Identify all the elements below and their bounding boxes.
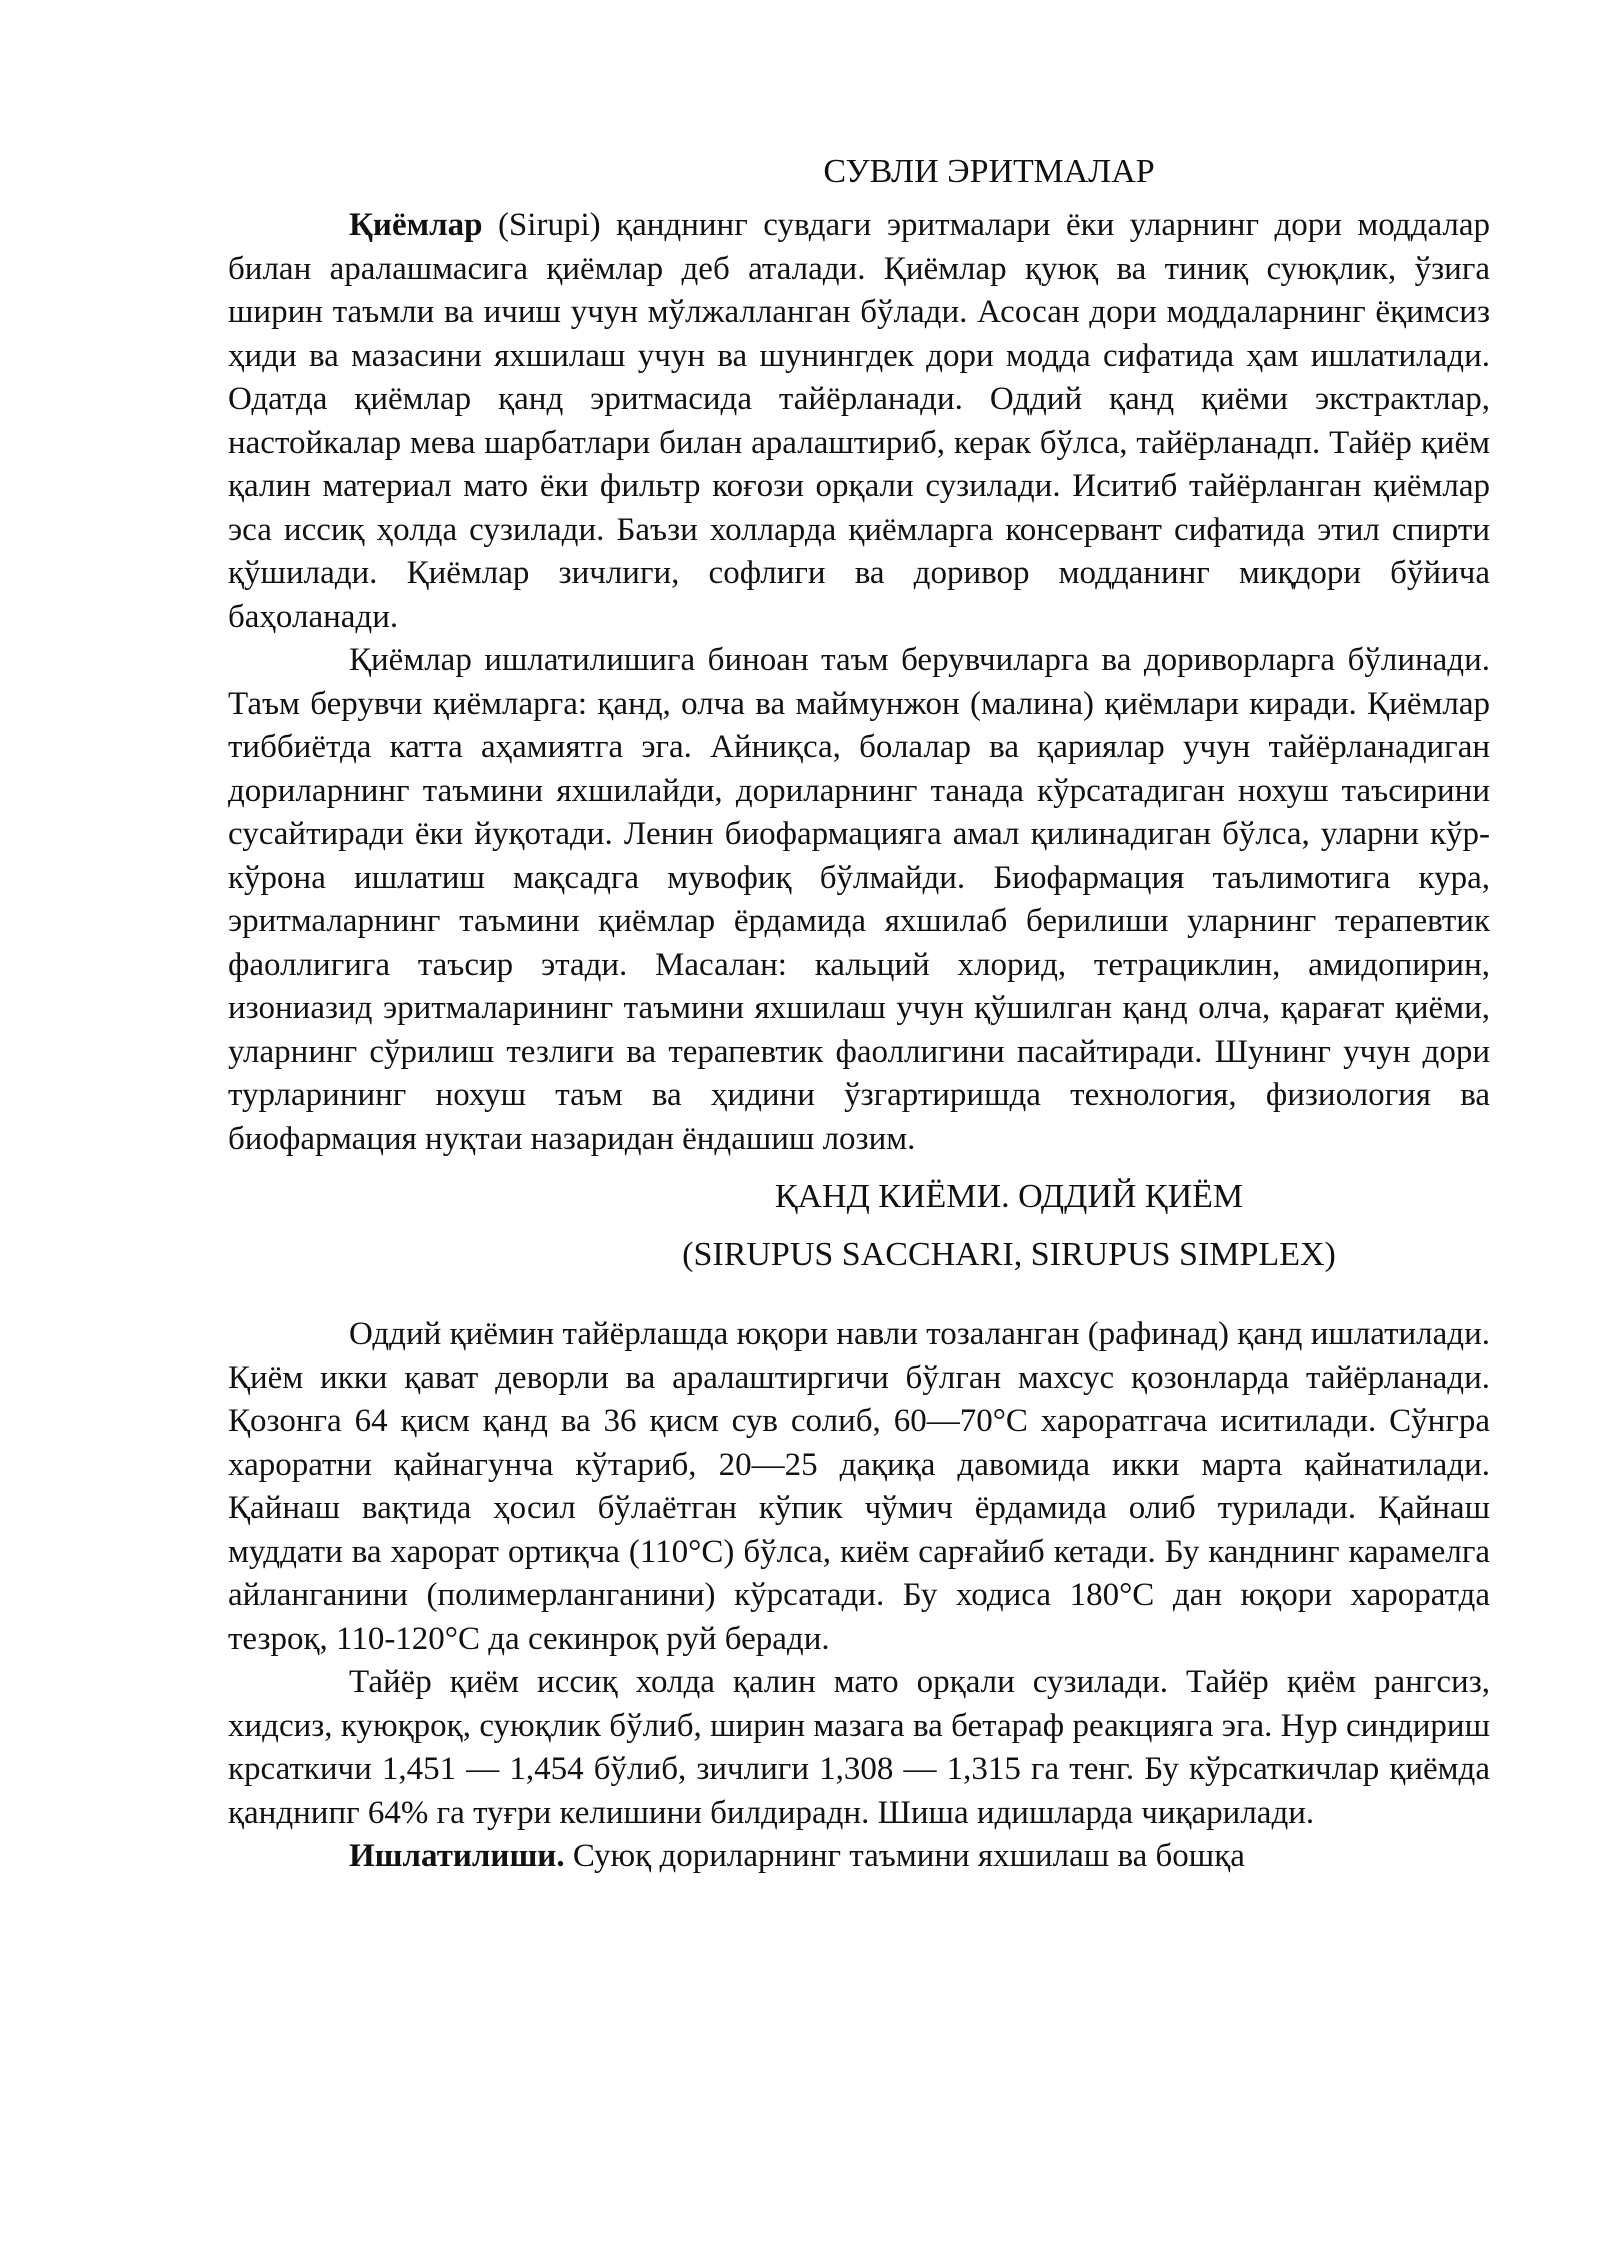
section-heading-sugar-syrup: ҚАНД КИЁМИ. ОДДИЙ ҚИЁМ [774, 1178, 1244, 1215]
paragraph-syrups-definition [228, 204, 1490, 639]
paragraph-usage [228, 1835, 1490, 1879]
paragraph-text: Суюқ дориларнинг таъмини яхшилаш ва бошқа [564, 1838, 1245, 1874]
term-syrups: Қиёмлар [349, 207, 483, 243]
paragraph-preparation: Оддий қиёмин тайёрлашда юқори навли тозаланган (рафинад) қанд ишлатилади. Қиём икки қават деворли ва аралаштиргичи бўлган махсус қозонларда тайёрланади. Қозонга 64 қисм қанд ва 36 қисм сув солиб, 60—70°С хароратгача иситилади. Сўнгра хароратни қайнагунча кўтариб, 20—25 дақиқа давомида икки марта қайнатилади. Қайнаш вақтида ҳосил бўлаётган кўпик чўмич ёрдамида олиб турилади. Қайнаш муддати ва харорат ортиқча (110°С) бўлса, киём сарғайиб кетади. Бу канднинг карамелга айланганини (полимерланганини) кўрсатади. Бу ходиса 180°С дан юқори хароратда тезроқ, 110-120°С да секинроқ руй беради. [228, 1316, 1490, 1657]
paragraph-text: (Sirupi) қанднинг сувдаги эритмалари ёки уларнинг дори моддалар билан аралашмасига қиёмлар деб аталади. Қиёмлар қуюқ ва тиниқ суюқлик, ўзига ширин таъмли ва ичиш учун мўлжалланган бўлади. Асосан дори моддаларнинг ёқимсиз ҳиди ва мазасини яхшилаш учун ва шунингдек дори модда сифатида ҳам ишлатилади. Одатда қиёмлар қанд эритмасида тайёрланади. Оддий қанд қиёми экстрактлар, настойкалар мева шарбатлари билан аралаштириб, керак бўлса, тайёрланадп. Тайёр қиём қалин материал мато ёки фильтр коғози орқали сузилади. Иситиб тайёрланган қиёмлар эса иссиқ ҳолда сузилади. Баъзи холларда қиёмларга консервант сифатида этил спирти қўшилади. Қиёмлар зичлиги, софлиги ва доривор модданинг миқдори бўйича баҳоланади. [228, 207, 1490, 635]
paragraph-properties: Тайёр қиём иссиқ холда қалин мато орқали сузилади. Тайёр қиём рангсиз, хидсиз, куюқроқ, суюқлик бўлиб, ширин мазага ва бетараф реакцияга эга. Нур синдириш крсаткичи 1,451 — 1,454 бўлиб, зичлиги 1,308 — 1,315 га тенг. Бу кўрсаткичлар қиёмда қанднипг 64% га туғри келишини билдирадн. Шиша идишларда чиқарилади. [228, 1664, 1490, 1831]
document-page [228, 150, 1490, 1879]
term-usage: Ишлатилиши. [349, 1838, 565, 1874]
section-subheading-latin: (SIRUPUS SACCHARI, SIRUPUS SIMPLEX) [682, 1236, 1336, 1273]
paragraph-syrups-usage: Қиёмлар ишлатилишига биноан таъм берувчиларга ва дориворларга бўлинади. Таъм берувчи қиёмларга: қанд, олча ва маймунжон (малина) қиёмлари киради. Қиёмлар тиббиётда катта аҳамиятга эга. Айниқса, болалар ва қариялар учун тайёрланадиган дориларнинг таъмини яхшилайди, дориларнинг танада кўрсатадиган нохуш таъсирини сусайтиради ёки йуқотади. Ленин биофармацияга амал қилинадиган бўлса, уларни кўр-кўрона ишлатиш мақсадга мувофиқ бўлмайди. Биофармация таълимотига кура, эритмаларнинг таъмини қиёмлар ёрдамида яхшилаб берилиши уларнинг терапевтик фаоллигига таъсир этади. Масалан: кальций хлорид, тетрациклин, амидопирин, изониазид эритмаларининг таъмини яхшилаш учун қўшилган қанд олча, қарағат қиёми, уларнинг сўрилиш тезлиги ва терапевтик фаоллигини пасайтиради. Шунинг учун дори турларининг нохуш таъм ва ҳидини ўзгартиришда технология, физиология ва биофармация нуқтаи назаридан ёндашиш лозим. [228, 642, 1490, 1157]
document-title: СУВЛИ ЭРИТМАЛАР [823, 153, 1155, 190]
